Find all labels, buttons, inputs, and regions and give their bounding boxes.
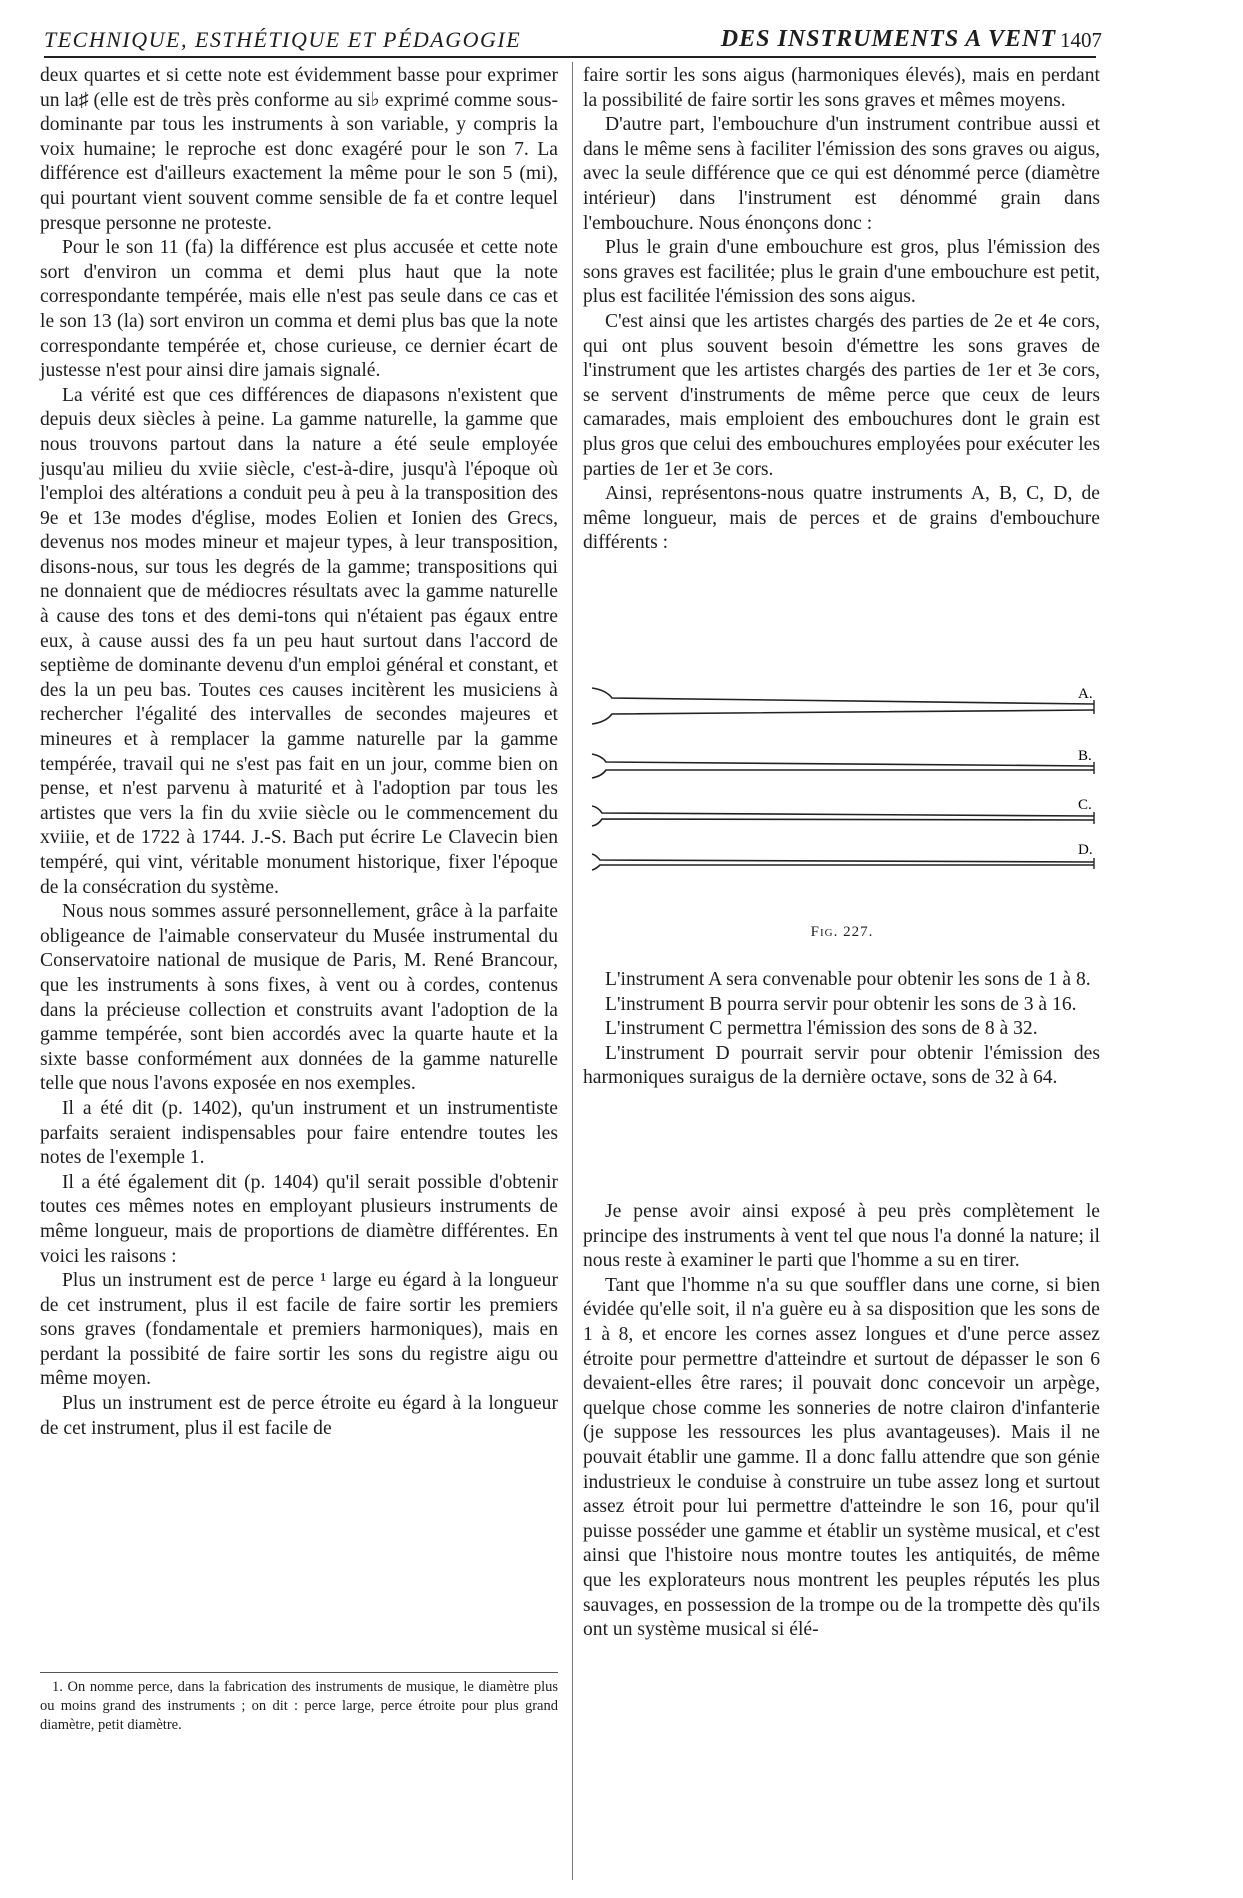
paragraph: L'instrument B pourra servir pour obtenir les sons de 3 à 16.: [605, 993, 1077, 1015]
label-b: B.: [1078, 748, 1092, 764]
paragraph: Ainsi, représentons-nous quatre instruments A, B, C, D, de même longueur, mais de perces et de grains d'embouchure différents :: [583, 483, 1100, 554]
footnote-text: 1. On nomme perce, dans la fabrication des instruments de musique, le diamètre plus ou moins grand des instruments ; on dit : perce large, perce étroite pour plus grand diamètre, petit diamètre.: [40, 1679, 558, 1733]
paragraph: Il a été également dit (p. 1404) qu'il serait possible d'obtenir toutes ces mêmes notes en employant plusieurs instruments de même longueur, mais de proportions de diamètre différentes. En voici les raisons :: [40, 1171, 558, 1267]
header-right-title: DES INSTRUMENTS A VENT: [720, 26, 1056, 52]
paragraph: Il a été dit (p. 1402), qu'un instrument et un instrumentiste parfaits seraient indispensables pour faire entendre toutes les notes de l'exemple 1.: [40, 1097, 558, 1169]
instrument-c-tube: [592, 806, 1094, 826]
running-header: [44, 26, 1102, 58]
paragraph: C'est ainsi que les artistes chargés des parties de 2e et 4e cors, qui ont plus souvent besoin d'émettre les sons graves de l'instrument que les artistes chargés des parties de 1er et 3e cors, se servent d'instruments de même perce que ceux de leurs camarades, mais emploient des embouchures dont le grain est plus gros que celui des embouchures employées pour exécuter les parties de 1er et 3e cors.: [583, 310, 1100, 480]
figure-227: [584, 676, 1100, 946]
paragraph: faire sortir les sons aigus (harmoniques élevés), mais en perdant la possibilité de faire sortir les sons graves et mêmes moyens.: [583, 65, 1100, 111]
paragraph: L'instrument A sera convenable pour obtenir les sons de 1 à 8.: [605, 969, 1091, 990]
paragraph: Plus un instrument est de perce étroite eu égard à la longueur de cet instrument, plus il est facile de: [40, 1393, 558, 1439]
paragraph: L'instrument C permettra l'émission des sons de 8 à 32.: [605, 1018, 1038, 1040]
right-column-mid: [583, 968, 1100, 1091]
left-column: [40, 64, 558, 1441]
page-number: 1407: [1060, 28, 1102, 52]
paragraph: Plus le grain d'une embouchure est gros, plus l'émission des sons graves est facilitée; plus le grain d'une embouchure est petit, plus est facilitée l'émission des sons aigus.: [583, 237, 1100, 308]
paragraph: La vérité est que ces différences de diapasons n'existent que depuis deux siècles à peine. La gamme naturelle, la gamme que nous trouvons partout dans la nature a été seule employée jusqu'au milieu du xviie siècle, c'est-à-dire, jusqu'à l'époque où l'emploi des altérations a conduit peu à peu à la transposition des 9e et 13e modes d'église, modes Eolien et Ionien des Grecs, devenus nos modes mineur et majeur types, à leur transposition, disons-nous, sur tous les degrés de la gamme; transpositions qui ne donnaient que de médiocres résultats avec la gamme naturelle à cause des tons et des demi-tons qui n'étaient pas égaux entre eux, à cause aussi des fa un peu haut surtout dans l'accord de septième de dominante devenu d'un emploi général et constant, et des la un peu bas. Toutes ces causes incitèrent les musiciens à rechercher l'égalité des intervalles de secondes majeures et mineures et à remplacer la gamme naturelle par la gamme tempérée, travail qui ne s'est pas fait en un jour, comme bien on pense, et n'est parvenu à maturité et à l'adoption par tous les artistes que vers la fin du xviie siècle ou le commencement du xviiie, et de 1722 à 1744. J.-S. Bach put écrire Le Clavecin bien tempéré, qui vint, véritable monument historique, fixer l'époque de la consécration du système.: [40, 384, 558, 898]
header-left-title: TECHNIQUE, ESTHÉTIQUE ET PÉDAGOGIE: [44, 27, 522, 52]
paragraph: Tant que l'homme n'a su que souffler dans une corne, si bien évidée qu'elle soit, il n'a guère eu à sa disposition que les sons de 1 à 8, et encore les cornes assez longues et d'une perce assez étroite pour permettre d'atteindre et surtout de dépasser le son 6 devaient-elles être rares; il pouvait donc concevoir un arpège, quelque chose comme les sonneries de notre clairon d'infanterie (je suppose les ressources les plus avantageuses). Mais il ne pouvait établir une gamme. Il a donc fallu attendre que son génie industrieux le conduise à construire un tube assez long et surtout assez étroit pour lui permettre d'atteindre le son 16, pour qu'il puisse posséder une gamme et établir un système musical, et c'est ainsi que l'histoire nous montre toutes les antiquités, de même que les explorateurs nous montrent les peuples réputés les plus sauvages, en possession de la trompe ou de la trompette dès qu'ils ont un système musical si élé-: [583, 1274, 1100, 1641]
paragraph: Nous nous sommes assuré personnellement, grâce à la parfaite obligeance de l'aimable conservateur du Musée instrumental du Conservatoire national de musique de Paris, M. René Brancour, que les instruments à sons fixes, à vent ou à cordes, contenus dans la précieuse collection et construits avant l'adoption de la gamme tempérée, sont bien accordés avec la quarte haute et la sixte basse conformément aux données de la gamme naturelle telle que nous l'avons exposée en nos exemples.: [40, 901, 558, 1095]
instrument-d-tube: [592, 854, 1094, 870]
figure-caption: Fig. 227.: [810, 924, 874, 940]
instrument-a-tube: [592, 688, 1094, 724]
paragraph: L'instrument D pourrait servir pour obtenir l'émission des harmoniques suraigus de la dernière octave, sons de 32 à 64.: [583, 1042, 1100, 1089]
right-column-bottom: [583, 1200, 1100, 1643]
paragraph: deux quartes et si cette note est évidemment basse pour exprimer un la♯ (elle est de très près conforme au si♭ exprimé comme sous-dominante par tous les instruments à son variable, y compris la voix humaine; le reproche est donc exagéré pour le son 7. La différence est d'ailleurs exactement la même pour le son 5 (mi), qui pourtant vient souvent comme sensible de fa et contre lequel presque personne ne proteste.: [40, 65, 558, 234]
paragraph: Je pense avoir ainsi exposé à peu près complètement le principe des instruments à vent tel que nous l'a donné la nature; il nous reste à examiner le parti que l'homme a su en tirer.: [583, 1201, 1100, 1272]
instruments-diagram: [584, 676, 1100, 916]
label-c: C.: [1078, 797, 1092, 813]
right-column-top: [583, 64, 1100, 556]
label-d: D.: [1078, 842, 1093, 858]
paragraph: Plus un instrument est de perce ¹ large eu égard à la longueur de cet instrument, plus il est facile de faire sortir les premiers sons graves (fondamentale et premiers harmoniques), mais en perdant la possibité de faire sortir les sons du registre aigu ou même moyen.: [40, 1270, 558, 1390]
footnote: [40, 1672, 558, 1735]
paragraph: D'autre part, l'embouchure d'un instrument contribue aussi et dans le même sens à faciliter l'émission des sons graves ou aigus, avec la seule différence que ce qui est dénommé perce (diamètre intérieur) dans l'instrument est dénommé grain dans l'embouchure. Nous énonçons donc :: [583, 114, 1100, 234]
paragraph: Pour le son 11 (fa) la différence est plus accusée et cette note sort d'environ un comma et demi plus haut que la note correspondante tempérée, mais elle n'est pas seule dans ce cas et le son 13 (la) sort environ un comma et demi plus bas que la note correspondante tempérée et, chose curieuse, ce dernier écart de justesse n'est pour ainsi dire jamais signalé.: [40, 237, 558, 382]
label-a: A.: [1078, 686, 1093, 702]
column-divider: [572, 62, 573, 1880]
instrument-b-tube: [592, 754, 1094, 778]
